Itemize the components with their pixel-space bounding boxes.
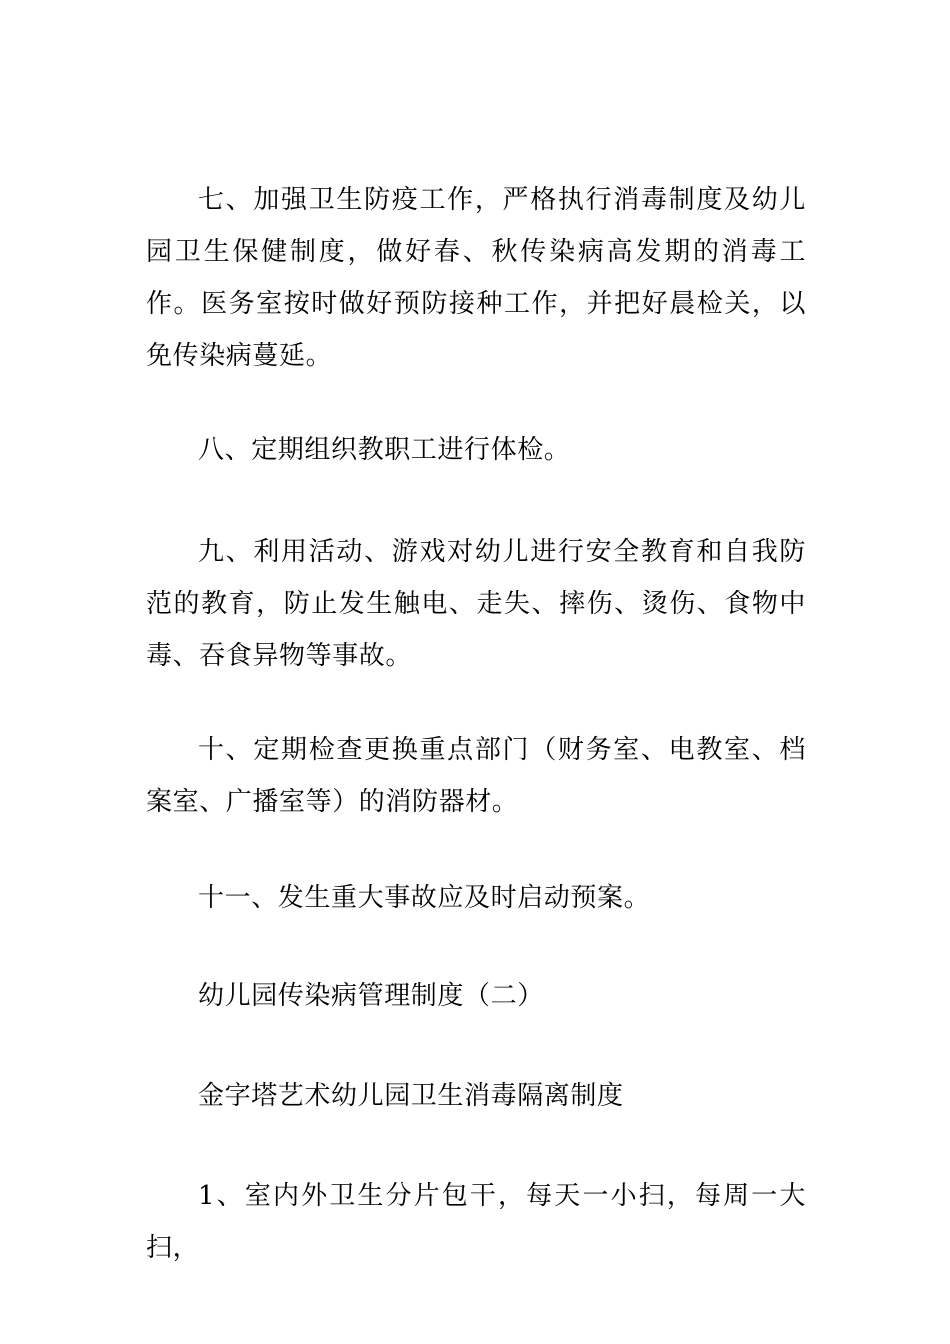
paragraph-item-9: 九、利用活动、游戏对幼儿进行安全教育和自我防范的教育，防止发生触电、走失、摔伤、烫伤、食物中毒、吞食异物等事故。 [146,537,806,671]
section-heading: 幼儿园传染病管理制度（二） [198,981,544,1011]
paragraph-item-7: 七、加强卫生防疫工作，严格执行消毒制度及幼儿园卫生保健制度，做好春、秋传染病高发期的消毒工作。医务室按时做好预防接种工作，并把好晨检关，以免传染病蔓延。 [146,185,806,371]
subsection-heading: 金字塔艺术幼儿园卫生消毒隔离制度 [198,1081,624,1111]
paragraph-item-1: 1、室内外卫生分片包干，每天一小扫，每周一大扫， [146,1181,806,1263]
paragraph-item-8: 八、定期组织教职工进行体检。 [198,435,571,465]
paragraph-item-10: 十、定期检查更换重点部门（财务室、电教室、档案室、广播室等）的消防器材。 [146,735,806,817]
paragraph-item-11: 十一、发生重大事故应及时启动预案。 [198,883,651,913]
